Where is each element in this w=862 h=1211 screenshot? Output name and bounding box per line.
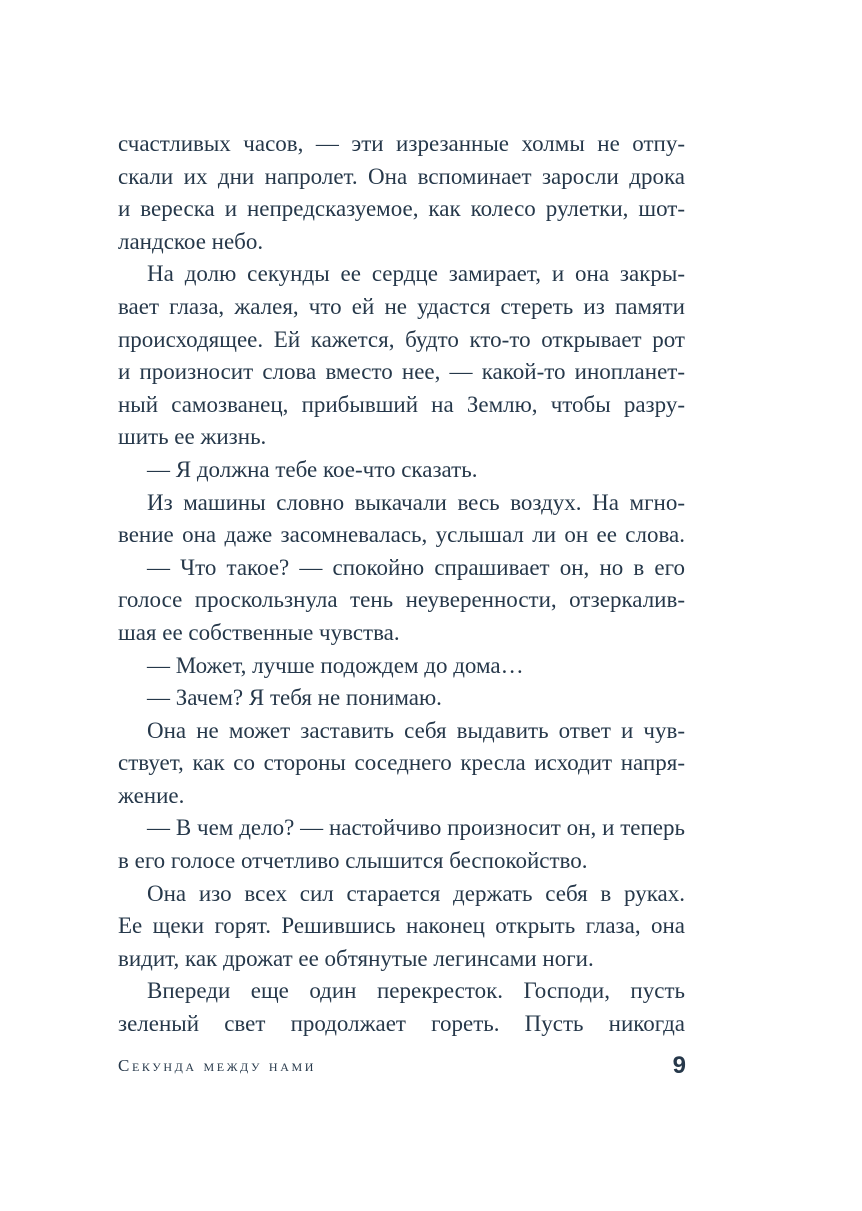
text-line: — Может, лучше подождем до дома…	[147, 652, 524, 678]
text-line: — Что такое? — спокойно спрашивает он, но в его	[147, 554, 685, 580]
text-line: и вереска и непредсказуемое, как колесо рулетки, шот-	[118, 196, 685, 222]
text-line: ландское небо.	[118, 228, 264, 254]
text-line: шить ее жизнь.	[118, 424, 267, 450]
text-line: вает глаза, жалея, что ей не удастся стереть из памяти	[118, 293, 685, 319]
page-number: 9	[672, 1052, 686, 1079]
text-line: счастливых часов, — эти изрезанные холмы не отпу-	[118, 131, 685, 156]
text-line: Она не может заставить себя выдавить ответ и чув-	[147, 717, 685, 743]
text-line: в его голосе отчетливо слышится беспокойство.	[118, 848, 588, 874]
text-line: жение.	[118, 782, 185, 808]
text-line: Из машины словно выкачали весь воздух. На мгно-	[147, 489, 685, 515]
text-line: — Я должна тебе кое-что сказать.	[147, 456, 478, 482]
text-line: вение она даже засомневалась, услышал ли он ее слова.	[118, 522, 685, 548]
text-line: зеленый свет продолжает гореть. Пусть никогда	[118, 1011, 685, 1037]
text-line: — В чем дело? — настойчиво произносит он, и теперь	[147, 815, 685, 841]
text-line: На долю секунды ее сердце замирает, и она закры-	[147, 261, 685, 287]
text-line: и произносит слова вместо нее, — какой-то инопланет-	[118, 359, 685, 385]
running-footer-title: Секунда между нами	[118, 1056, 316, 1075]
text-line: голосе проскользнула тень неуверенности, отзеркалив-	[118, 587, 685, 613]
text-line: Ее щеки горят. Решившись наконец открыть глаза, она	[118, 913, 685, 939]
body-text	[118, 128, 685, 1041]
text-line: шая ее собственные чувства.	[118, 619, 400, 645]
text-line: Она изо всех сил старается держать себя в руках.	[147, 880, 685, 906]
text-line: происходящее. Ей кажется, будто кто-то открывает рот	[118, 326, 685, 352]
text-line: ствует, как со стороны соседнего кресла исходит напря-	[118, 750, 685, 776]
text-line: видит, как дрожат ее обтянутые легинсами ноги.	[118, 945, 594, 971]
text-line: — Зачем? Я тебя не понимаю.	[147, 685, 442, 711]
text-line: скали их дни напролет. Она вспоминает заросли дрока	[118, 163, 685, 189]
text-line: Впереди еще один перекресток. Господи, пусть	[147, 978, 685, 1004]
text-line: ный самозванец, прибывший на Землю, чтобы разру-	[118, 391, 685, 417]
